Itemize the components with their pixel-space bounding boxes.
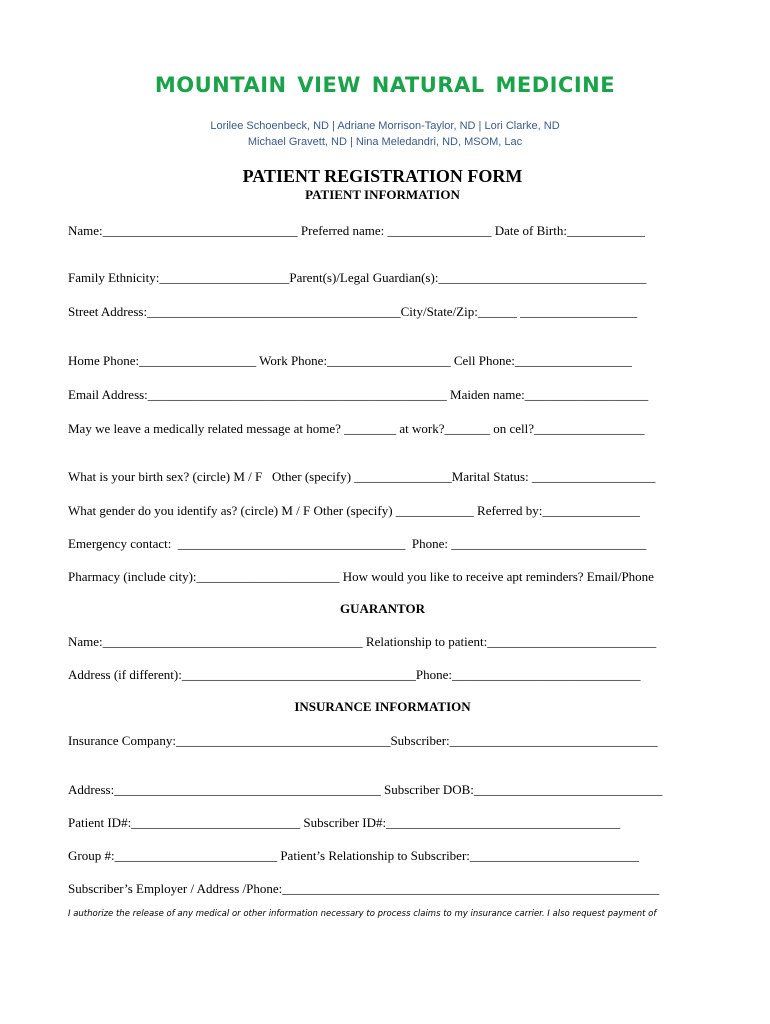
subscriber-employer-field[interactable]: Subscriber’s Employer / Address /Phone:__________________________________________________________ [68,881,660,896]
email-maiden-name-field[interactable]: Email Address:______________________________________________ Maiden name:___________________ [68,387,649,402]
emergency-contact-field[interactable]: Emergency contact: ___________________________________ Phone: ______________________________ [68,536,647,551]
patient-subscriber-id-field[interactable]: Patient ID#:__________________________ Subscriber ID#:____________________________________ [68,815,621,830]
staff-list-line-1: Lorilee Schoenbeck, ND | Adriane Morrison-Taylor, ND | Lori Clarke, ND [210,120,560,132]
guarantor-heading: GUARANTOR [340,601,425,616]
guarantor-name-field[interactable]: Name:________________________________________ Relationship to patient:__________________________ [68,634,657,649]
pharmacy-reminder-field[interactable]: Pharmacy (include city):______________________ How would you like to receive apt reminders? Email/Phone [68,569,654,584]
practice-name: MOUNTAIN VIEW NATURAL MEDICINE [154,73,616,97]
guarantor-address-field[interactable]: Address (if different):____________________________________Phone:_____________________________ [68,667,641,682]
patient-information-heading: PATIENT INFORMATION [305,187,460,202]
insurance-company-field[interactable]: Insurance Company:_________________________________Subscriber:________________________________ [68,733,658,748]
insurance-address-field[interactable]: Address:_________________________________________ Subscriber DOB:_____________________________ [68,782,663,797]
message-permission-field[interactable]: May we leave a medically related message at home? ________ at work?_______ on cell?_________________ [68,421,645,436]
form-title: PATIENT REGISTRATION FORM [242,166,523,186]
insurance-information-heading: INSURANCE INFORMATION [294,699,471,714]
group-relationship-field[interactable]: Group #:_________________________ Patient’s Relationship to Subscriber:__________________________ [68,848,639,863]
ethnicity-guardian-field[interactable]: Family Ethnicity:____________________Parent(s)/Legal Guardian(s):________________________________ [68,270,647,285]
gender-referral-field[interactable]: What gender do you identify as? (circle) M / F Other (specify) ____________ Referred by:_______________ [68,503,640,518]
authorization-statement: I authorize the release of any medical or other information necessary to process claims to my insurance carrier. I also request payment of [68,909,657,919]
phone-numbers-field[interactable]: Home Phone:__________________ Work Phone:___________________ Cell Phone:__________________ [68,353,632,368]
staff-list-line-2: Michael Gravett, ND | Nina Meledandri, ND, MSOM, Lac [247,136,523,148]
birth-sex-marital-field[interactable]: What is your birth sex? (circle) M / F Other (specify) _______________Marital Status: ___________________ [68,469,656,484]
name-dob-field[interactable]: Name:______________________________ Preferred name: ________________ Date of Birth:____________ [68,223,645,238]
street-address-field[interactable]: Street Address:_______________________________________City/State/Zip:______ __________________ [68,304,638,319]
